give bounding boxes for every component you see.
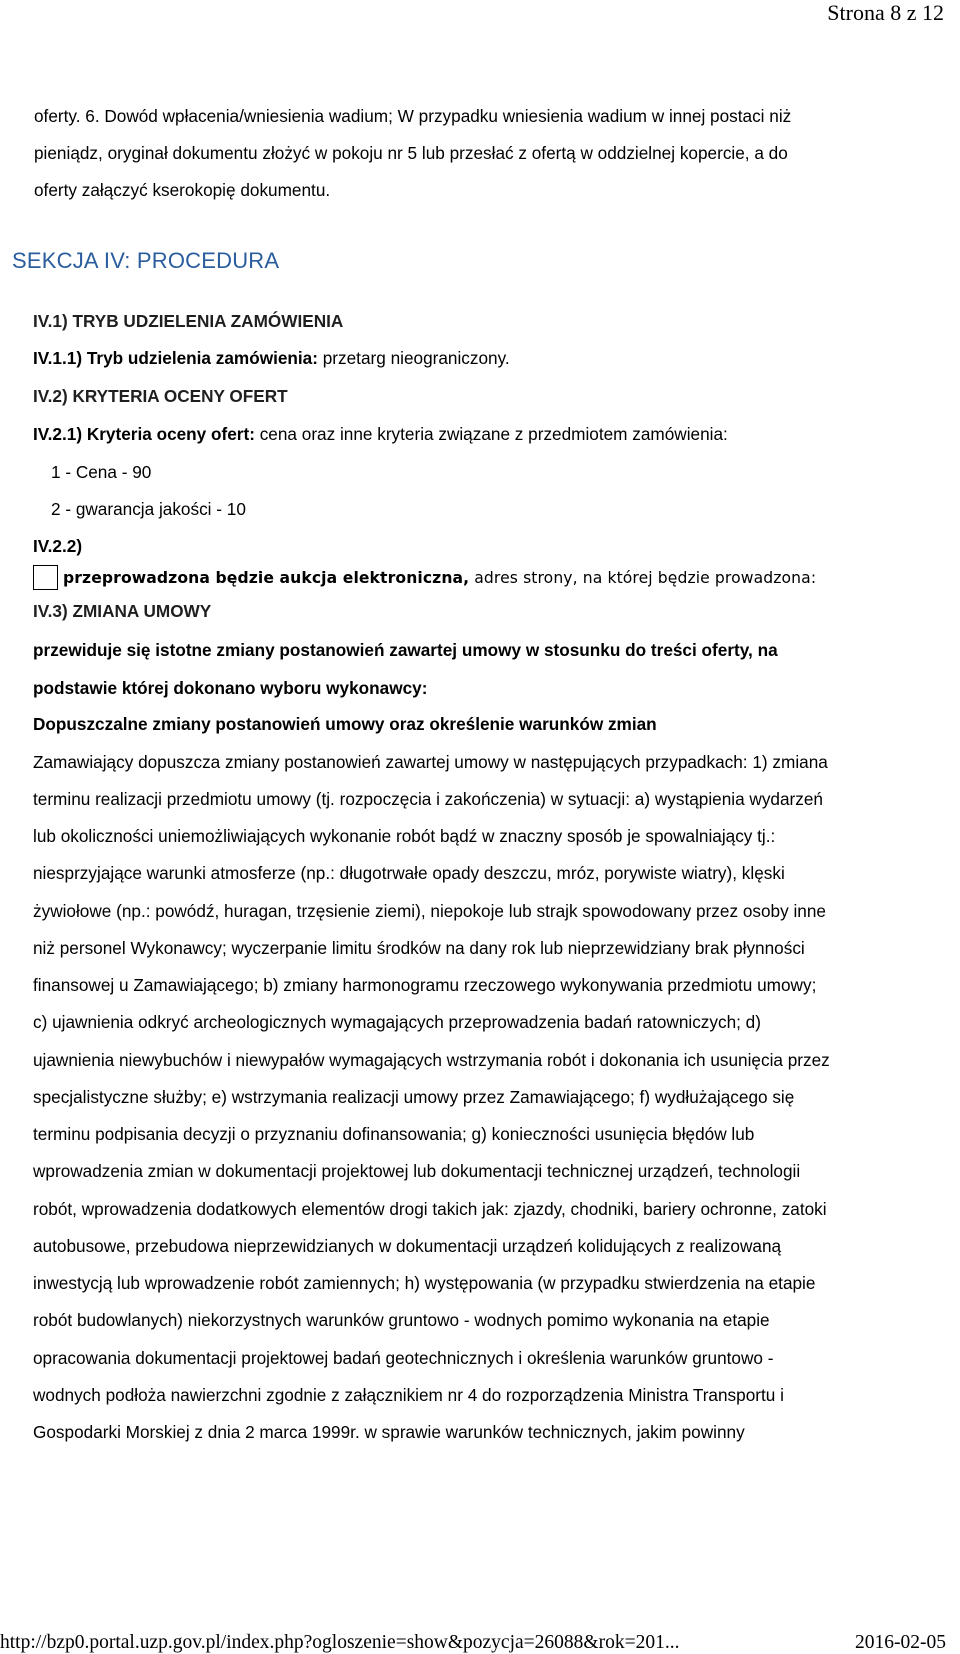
change-line-2: podstawie której dokonano wyboru wykonawcy:	[33, 678, 428, 698]
body-line: opracowania dokumentacji projektowej badań geotechnicznych i określenia warunków gruntowo -	[33, 1348, 774, 1368]
auction-address-text: adres strony, na której będzie prowadzona:	[469, 569, 817, 587]
iv21-row	[33, 424, 728, 445]
iv11-label: IV.1.1) Tryb udzielenia zamówienia:	[33, 348, 318, 368]
intro-line-3: oferty załączyć kserokopię dokumentu.	[34, 180, 331, 200]
iv11-row	[33, 348, 510, 369]
body-line: c) ujawnienia odkryć archeologicznych wymagających przeprowadzenia badań ratowniczych; d)	[33, 1012, 761, 1032]
section-title: SEKCJA IV: PROCEDURA	[12, 248, 280, 273]
iv11-value: przetarg nieograniczony.	[317, 348, 510, 368]
body-line: finansowej u Zamawiającego; b) zmiany harmonogramu rzeczowego wykonywania przedmiotu umowy;	[33, 975, 817, 995]
iv22-label: IV.2.2)	[33, 536, 83, 556]
page-number-label: Strona 8 z 12	[827, 0, 944, 25]
body-line: robót, wprowadzenia dodatkowych elementów drogi takich jak: zjazdy, chodniki, bariery ochronne, zatoki	[33, 1199, 827, 1219]
auction-row	[63, 569, 816, 587]
footer-date: 2016-02-05	[855, 1632, 946, 1653]
iv21-label: IV.2.1) Kryteria oceny ofert:	[33, 424, 255, 444]
body-line: niż personel Wykonawcy; wyczerpanie limitu środków na dany rok lub nieprzewidziany brak płynności	[33, 938, 805, 958]
body-line: Zamawiający dopuszcza zmiany postanowień zawartej umowy w następujących przypadkach: 1) zmiana	[33, 752, 828, 772]
body-line: specjalistyczne służby; e) wstrzymania realizacji umowy przez Zamawiającego; f) wydłużającego się	[33, 1087, 795, 1107]
body-line: niesprzyjające warunki atmosferze (np.: długotrwałe opady deszczu, mróz, porywiste wiatry), klęski	[33, 863, 785, 883]
conditions-heading: Dopuszczalne zmiany postanowień umowy oraz określenie warunków zmian	[33, 714, 657, 734]
body-line: robót budowlanych) niekorzystnych warunków gruntowo - wodnych pomimo wykonania na etapie	[33, 1310, 770, 1330]
iv1-heading: IV.1) TRYB UDZIELENIA ZAMÓWIENIA	[33, 311, 344, 331]
body-line: Gospodarki Morskiej z dnia 2 marca 1999r. w sprawie warunków technicznych, jakim powinny	[33, 1422, 745, 1442]
body-line: wprowadzenia zmian w dokumentacji projektowej lub dokumentacji technicznej urządzeń, technologii	[33, 1161, 801, 1181]
footer-url: http://bzp0.portal.uzp.gov.pl/index.php?ogloszenie=show&pozycja=26088&rok=201...	[0, 1632, 680, 1653]
iv2-heading: IV.2) KRYTERIA OCENY OFERT	[33, 386, 288, 406]
intro-line-2: pieniądz, oryginał dokumentu złożyć w pokoju nr 5 lub przesłać z ofertą w oddzielnej kopercie, a do	[34, 143, 788, 163]
criterion-1: 1 - Cena - 90	[51, 462, 152, 482]
page-footer	[0, 1628, 960, 1654]
body-line: żywiołowe (np.: powódź, huragan, trzęsienie ziemi), niepokoje lub strajk spowodowany przez osoby inne	[33, 901, 826, 921]
body-line: lub okoliczności uniemożliwiających wykonanie robót bądź w znaczny sposób je spowalniający tj.:	[33, 826, 776, 846]
body-line: terminu realizacji przedmiotu umowy (tj. rozpoczęcia i zakończenia) w sytuacji: a) wystąpienia wydarzeń	[33, 789, 823, 809]
iv3-heading: IV.3) ZMIANA UMOWY	[33, 601, 212, 621]
criterion-2: 2 - gwarancja jakości - 10	[51, 499, 246, 519]
body-line: ujawnienia niewybuchów i niewypałów wymagających wstrzymania robót i dokonania ich usunięcia przez	[33, 1050, 830, 1070]
body-line: inwestycją lub wprowadzenie robót zamiennych; h) występowania (w przypadku stwierdzenia na etapie	[33, 1273, 816, 1293]
body-line: autobusowe, przebudowa nieprzewidzianych w dokumentacji urządzeń kolidujących z realizowaną	[33, 1236, 782, 1256]
intro-line-1: oferty. 6. Dowód wpłacenia/wniesienia wadium; W przypadku wniesienia wadium w innej postaci niż	[34, 106, 792, 126]
change-line-1: przewiduje się istotne zmiany postanowień zawartej umowy w stosunku do treści oferty, na	[33, 640, 778, 660]
auction-checkbox[interactable]	[33, 565, 58, 590]
auction-label: przeprowadzona będzie aukcja elektroniczna,	[63, 569, 470, 587]
body-line: wodnych podłoża nawierzchni zgodnie z załącznikiem nr 4 do rozporządzenia Ministra Transportu i	[33, 1385, 784, 1405]
body-line: terminu podpisania decyzji o przyznaniu dofinansowania; g) konieczności usunięcia błędów lub	[33, 1124, 755, 1144]
iv21-value: cena oraz inne kryteria związane z przedmiotem zamówienia:	[254, 424, 728, 444]
